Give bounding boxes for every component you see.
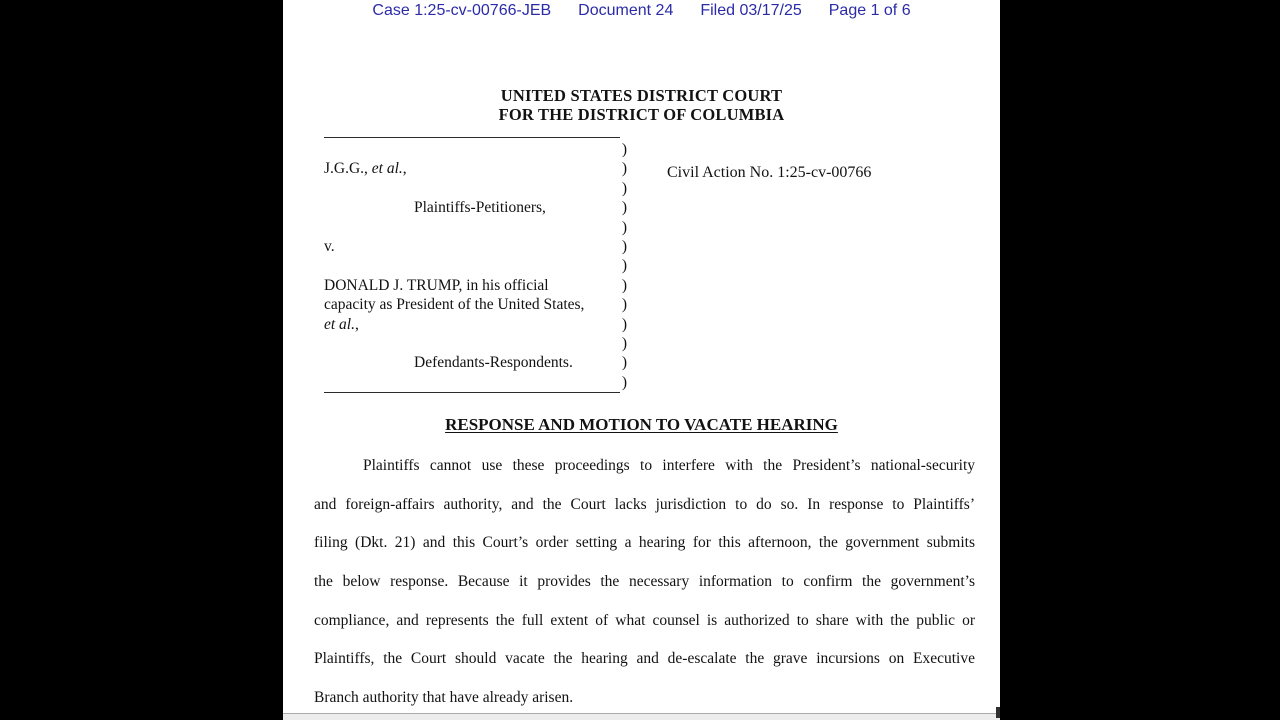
case-caption xyxy=(324,137,627,393)
document-page[interactable] xyxy=(283,0,1000,720)
court-title-line2: FOR THE DISTRICT OF COLUMBIA xyxy=(498,105,785,124)
body-line: Plaintiffs cannot use these proceedings to interfere with the President’s national-security xyxy=(363,457,975,474)
caption-row xyxy=(324,334,627,353)
caption-party-text: J.G.G., et al., xyxy=(324,160,407,178)
caption-paren: ) xyxy=(621,334,627,352)
scrollbar-corner-notch[interactable] xyxy=(996,707,1000,718)
caption-party-text: Defendants-Respondents. xyxy=(414,354,573,372)
left-black-bar xyxy=(0,0,283,720)
caption-paren: ) xyxy=(621,296,627,314)
caption-party-text: v. xyxy=(324,237,335,255)
caption-paren: ) xyxy=(621,373,627,391)
body-line: Branch authority that have already arisen. xyxy=(314,688,574,706)
body-line: and foreign-affairs authority, and the Court lacks jurisdiction to do so. In response to Plaintiffs’ xyxy=(314,495,975,513)
caption-paren: ) xyxy=(621,237,627,255)
caption-paren: ) xyxy=(621,199,627,217)
caption-row xyxy=(324,237,627,256)
caption-row xyxy=(324,140,627,159)
caption-row xyxy=(324,276,627,295)
caption-paren: ) xyxy=(621,257,627,275)
caption-paren: ) xyxy=(621,218,627,236)
motion-heading xyxy=(283,415,1000,435)
caption-party-text: DONALD J. TRUMP, in his official xyxy=(324,276,549,294)
caption-paren: ) xyxy=(621,179,627,197)
court-title-line1: UNITED STATES DISTRICT COURT xyxy=(500,86,783,105)
civil-action-number: Civil Action No. 1:25-cv-00766 xyxy=(667,164,872,181)
caption-paren: ) xyxy=(621,141,627,158)
stamp-page-number: Page 1 of 6 xyxy=(828,2,911,19)
body-paragraph xyxy=(314,447,975,717)
caption-row xyxy=(324,159,627,178)
caption-row xyxy=(324,295,627,314)
caption-paren: ) xyxy=(621,160,627,178)
stamp-filed-date: Filed 03/17/25 xyxy=(700,2,802,19)
caption-row xyxy=(324,353,627,372)
caption-row xyxy=(324,218,627,237)
court-title xyxy=(283,86,1000,124)
stamp-case-number: Case 1:25-cv-00766-JEB xyxy=(372,2,552,19)
caption-paren: ) xyxy=(621,276,627,294)
caption-row xyxy=(324,256,627,275)
caption-party-text: Plaintiffs-Petitioners, xyxy=(414,199,546,217)
body-line: compliance, and represents the full extent of what counsel is authorized to share with the public or xyxy=(314,611,975,629)
caption-row xyxy=(324,373,627,392)
caption-row xyxy=(324,315,627,334)
motion-heading-text: RESPONSE AND MOTION TO VACATE HEARING xyxy=(445,415,838,434)
caption-row xyxy=(324,198,627,217)
caption-party-text: et al., xyxy=(324,315,359,333)
caption-party-text: capacity as President of the United States, xyxy=(324,296,585,314)
body-line: filing (Dkt. 21) and this Court’s order setting a hearing for this afternoon, the government submits xyxy=(314,534,975,552)
body-line: Plaintiffs, the Court should vacate the hearing and de-escalate the grave incursions on Executive xyxy=(314,650,975,668)
pdf-header-stamp xyxy=(283,1,1000,20)
stamp-document-number: Document 24 xyxy=(578,2,674,19)
horizontal-scrollbar-track[interactable] xyxy=(283,713,1000,720)
caption-paren: ) xyxy=(621,315,627,333)
caption-row xyxy=(324,179,627,198)
right-black-bar xyxy=(1000,0,1280,720)
caption-paren: ) xyxy=(621,354,627,372)
body-line: the below response. Because it provides the necessary information to confirm the government’s xyxy=(314,572,975,590)
